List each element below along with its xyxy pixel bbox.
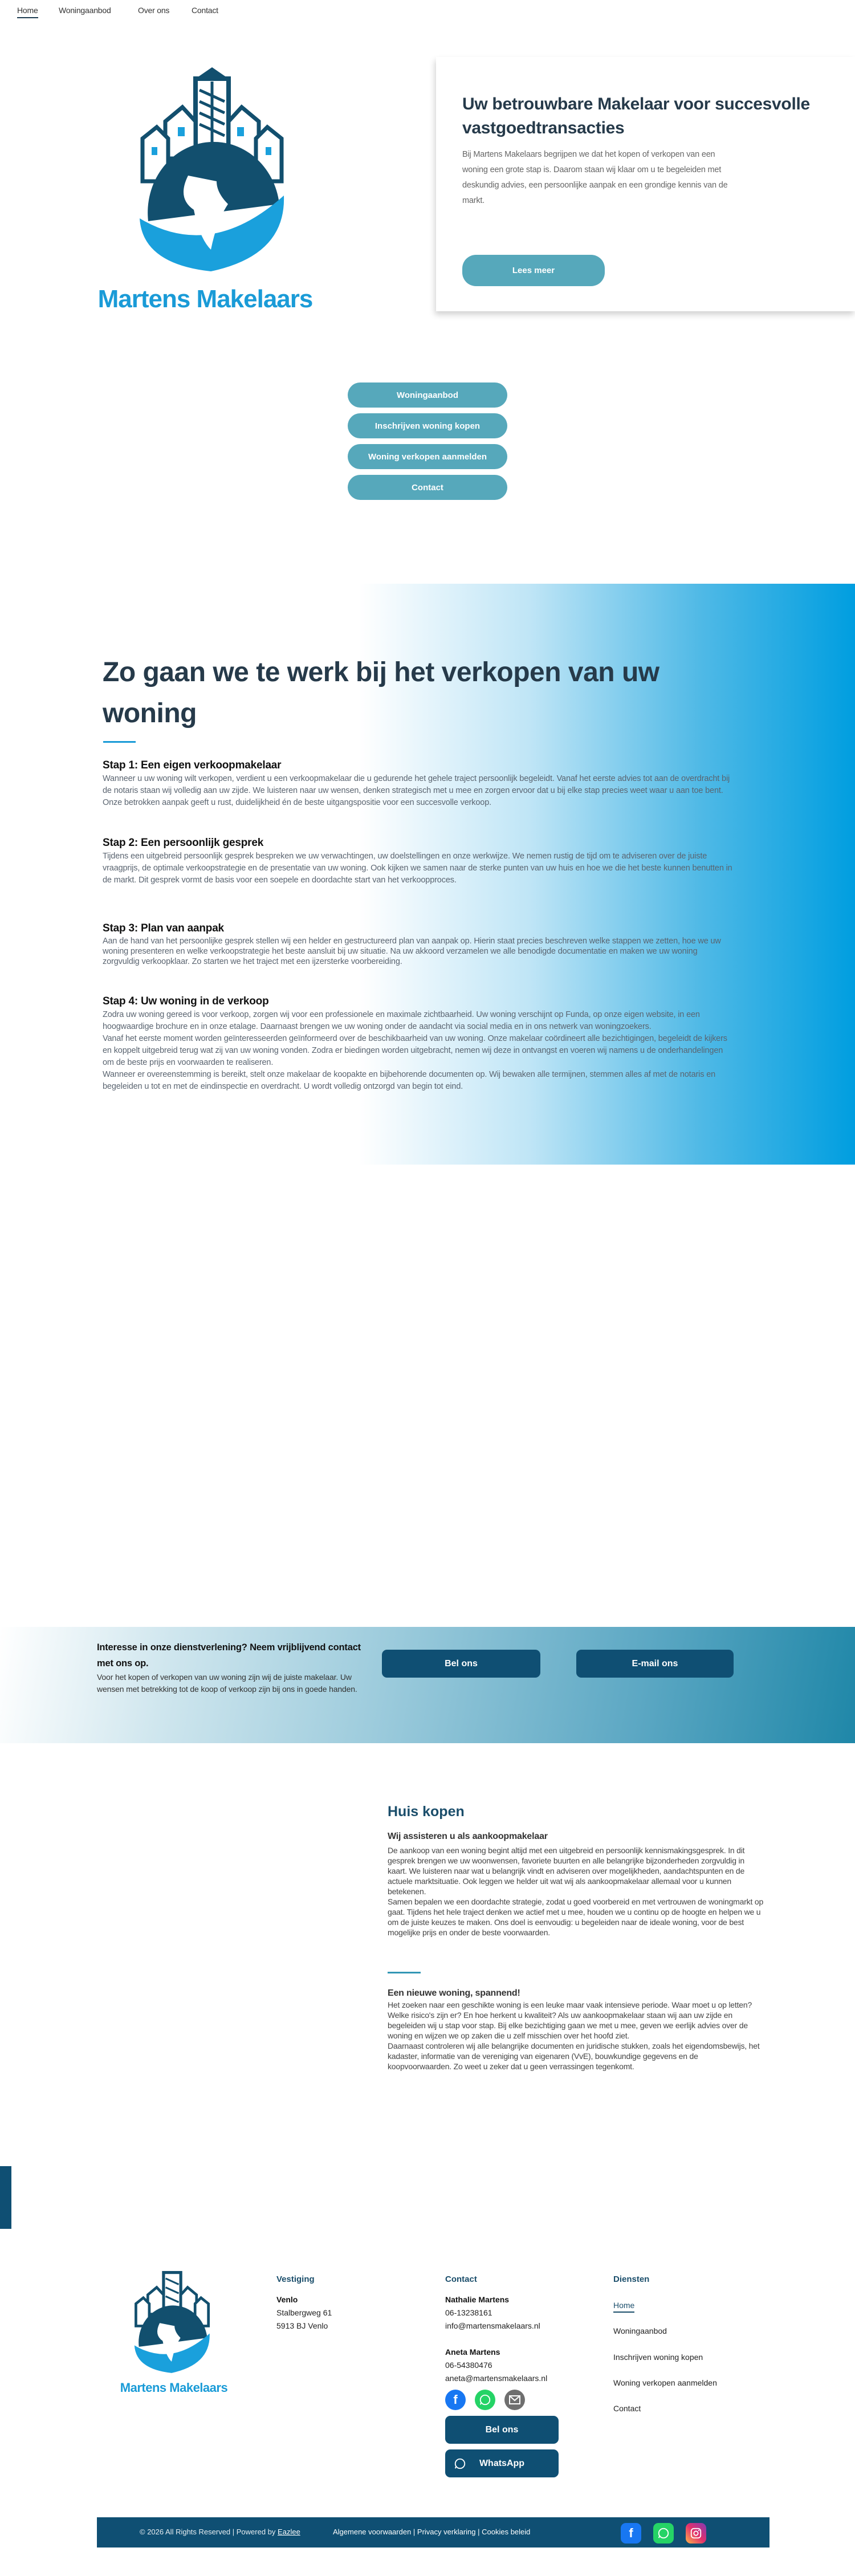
nav-home[interactable]: Home <box>17 6 38 18</box>
footer-call-button[interactable]: Bel ons <box>445 2416 559 2444</box>
buying-text: Daarnaast controleren wij alle belangrijke documenten en juridische stukken, zoals het eigendomsbewijs, het kadaster, informatie van de vereniging van eigenaren (VvE), bouwkundige gegevens en de koopvoorwaarden. Zo weet u zeker dat u geen verrassingen tegenkomt. <box>388 2041 760 2071</box>
copyright-text: © 2026 All Rights Reserved | Powered by <box>140 2528 276 2536</box>
contact-person <box>445 2346 547 2385</box>
brand-logo <box>131 67 291 272</box>
step-text: Tijdens een uitgebreid persoonlijk gesprek bespreken we uw verwachtingen, uw doelstellingen en onze werkwijze. We nemen rustig de tijd om te adviseren over de juiste vraagprijs, de optimale verkoopstrategie en de presentatie van uw woning. Ook kijken we samen naar de sterke punten van uw huis en hoe we die het beste kunnen benutten in de markt. Dit gesprek vormt de basis voor een soepele en doordachte start van het verkoopproces. <box>103 852 732 885</box>
step-4 <box>103 995 735 1093</box>
quick-link-verkopen-aanmelden[interactable]: Woning verkopen aanmelden <box>348 444 507 469</box>
eazlee-link[interactable]: Eazlee <box>278 2528 300 2536</box>
globe-houses-icon <box>131 67 291 272</box>
footer-link-home[interactable]: Home <box>613 2301 634 2313</box>
step-1 <box>103 759 735 809</box>
legal-links: Algemene voorwaarden | Privacy verklaring | Cookies beleid <box>333 2528 531 2536</box>
quick-link-woningaanbod[interactable]: Woningaanbod <box>348 382 507 408</box>
quick-link-contact[interactable]: Contact <box>348 475 507 500</box>
buying-subtitle: Wij assisteren u als aankoopmakelaar <box>388 1832 548 1841</box>
step-title: Stap 1: Een eigen verkoopmakelaar <box>103 759 282 771</box>
buying-subtitle: Een nieuwe woning, spannend! <box>388 1988 520 1998</box>
location-address <box>276 2293 332 2333</box>
terms-link[interactable]: Algemene voorwaarden <box>333 2528 412 2536</box>
contact-name: Nathalie Martens <box>445 2295 510 2304</box>
step-text: Zodra uw woning gereed is voor verkoop, zorgen wij voor een professionele en maximale zichtbaarheid. Uw woning verschijnt op Funda, op onze eigen website, in een hoogwaardige brochure en in onze etalage. Daarnaast brengen we uw woning onder de aandacht via social media en in ons netwerk van woningzoekers. <box>103 1010 700 1031</box>
step-text: Vanaf het eerste moment worden geïnteresseerden geïnformeerd over de beschikbaarheid van uw woning. Onze makelaar coördineert alle bezichtigingen, begeleidt de kijkers en koppelt uitgebreid terug wat zij van uw woning vonden. Zodra er biedingen worden uitgebracht, nemen wij deze in ontvangst en voeren wij namens u de onderhandelingen om de beste prijs en voorwaarden te realiseren. <box>103 1034 727 1067</box>
step-2 <box>103 837 735 886</box>
hero-card <box>436 57 855 311</box>
footer-logo <box>130 2266 213 2374</box>
contact-person <box>445 2293 540 2333</box>
process-title: Zo gaan we te werk bij het verkopen van uw woning <box>103 657 659 729</box>
whatsapp-icon[interactable] <box>653 2523 674 2544</box>
nav-contact[interactable]: Contact <box>192 6 218 15</box>
step-title: Stap 2: Een persoonlijk gesprek <box>103 837 264 849</box>
email-icon[interactable] <box>504 2390 525 2410</box>
read-more-button[interactable]: Lees meer <box>462 255 605 286</box>
buying-text: De aankoop van een woning begint altijd met een uitgebreid en persoonlijk kennismakingsgesprek. In dit gesprek brengen we uw woonwensen, favoriete buurten en alle belangrijke bijzonderheden zorgvuldig in kaart. We luisteren naar wat u belangrijk vindt en adviseren over mogelijkheden, aandachtspunten en de actuele marktsituatie. Ook leggen we helder uit wat wij als aankoopmakelaar allemaal voor u kunnen betekenen. <box>388 1846 745 1896</box>
step-text: Wanneer er overeenstemming is bereikt, stelt onze makelaar de koopakte en bijbehorende documenten op. Wij bewaken alle termijnen, stemmen alles af met de notaris en begeleiden u tot en met de eindinspectie en overdracht. U wordt volledig ontzorgd van begin tot eind. <box>103 1070 716 1091</box>
contact-cta-band <box>0 1627 855 1743</box>
footer-whatsapp-button[interactable] <box>445 2449 559 2477</box>
services-heading: Diensten <box>613 2274 650 2284</box>
nav-woningaanbod[interactable]: Woningaanbod <box>59 6 111 15</box>
contact-heading: Contact <box>445 2274 477 2284</box>
footer-link-inschrijven[interactable]: Inschrijven woning kopen <box>613 2353 703 2362</box>
hero-text: Bij Martens Makelaars begrijpen we dat het kopen of verkopen van een woning een grote stap is. Daarom staan wij klaar om u te begeleiden met deskundig advies, een persoonlijke aanpak en een grondige kennis van de markt. <box>462 150 728 205</box>
title-divider <box>103 741 136 743</box>
hero-title: Uw betrouwbare Makelaar voor succesvolle vastgoedtransacties <box>462 95 810 137</box>
buying-title: Huis kopen <box>388 1804 465 1820</box>
step-title: Stap 4: Uw woning in de verkoop <box>103 995 269 1007</box>
facebook-icon[interactable]: f <box>445 2390 466 2410</box>
contact-phone[interactable]: 06-54380476 <box>445 2361 492 2370</box>
step-title: Stap 3: Plan van aanpak <box>103 922 224 934</box>
buying-text: Samen bepalen we een doordachte strategie, zodat u goed voorbereid en met vertrouwen de woningmarkt op gaat. Tijdens het hele traject denken we actief met u mee, houden we u continu op de hoogte en helpen we u om de juiste keuzes te maken. Ons doel is eenvoudig: u begeleiden naar de ideale woning, voor de best mogelijke prijs en onder de beste voorwaarden. <box>388 1897 764 1937</box>
brand-name: Martens Makelaars <box>97 285 313 313</box>
buying-section[interactable] <box>388 1801 764 2110</box>
privacy-link[interactable]: Privacy verklaring <box>417 2528 476 2536</box>
globe-houses-icon <box>130 2266 213 2374</box>
footer-link-verkopen[interactable]: Woning verkopen aanmelden <box>613 2378 717 2387</box>
location-postal: 5913 BJ Venlo <box>276 2321 328 2330</box>
buying-text: Het zoeken naar een geschikte woning is een leuke maar vaak intensieve periode. Waar moet u op letten? Welke risico's zijn er? En hoe herkent u kwaliteit? Als uw aankoopmakelaar staan wij aan uw zijde en begeleiden wij u stap voor stap. Bij elke bezichtiging gaan we met u mee, geven we eerlijk advies over de woning en wijzen we op zaken die u zelf misschien over het hoofd ziet. <box>388 2000 752 2040</box>
location-city: Venlo <box>276 2295 298 2304</box>
quick-link-inschrijven[interactable]: Inschrijven woning kopen <box>348 413 507 438</box>
step-text: Wanneer u uw woning wilt verkopen, verdient u een verkoopmakelaar die u gedurende het gehele traject persoonlijk begeleidt. Vanaf het eerste advies tot aan de overdracht bij de notaris staan wij volledig aan uw zijde. We luisteren naar uw wensen, denken strategisch met u mee en zorgen ervoor dat u bij elke stap precies weet waar u aan toe bent. Onze betrokken aanpak geeft u rust, duidelijkheid én de beste uitgangspositie voor een succesvolle verkoop. <box>103 774 730 807</box>
cta-text: Voor het kopen of verkopen van uw woning zijn wij de juiste makelaar. Uw wensen met betrekking tot de koop of verkoop zijn bij ons in goede handen. <box>97 1672 357 1694</box>
step-text: Aan de hand van het persoonlijke gesprek stellen wij een helder en gestructureerd plan van aanpak op. Hierin staat precies beschreven welke stappen we zetten, hoe we uw woning presenteren en welke verkoopstrategie het beste aansluit bij uw situatie. Na uw akkoord verzamelen we alle benodigde documentatie en maken we uw woning zorgvuldig verkoopklaar. Zo starten we het traject met een ijzersterke voorbereiding. <box>103 937 721 966</box>
bottom-bar <box>97 2517 769 2547</box>
selling-process-section <box>0 584 855 1165</box>
whatsapp-icon[interactable] <box>475 2390 495 2410</box>
email-us-button[interactable]: E-mail ons <box>576 1650 734 1678</box>
facebook-icon[interactable]: f <box>621 2523 641 2544</box>
cookies-link[interactable]: Cookies beleid <box>482 2528 531 2536</box>
whatsapp-label: WhatsApp <box>479 2458 525 2468</box>
contact-phone[interactable]: 06-13238161 <box>445 2308 492 2317</box>
location-heading: Vestiging <box>276 2274 315 2284</box>
section-divider <box>388 1972 421 1973</box>
step-3 <box>103 922 735 967</box>
footer-link-contact[interactable]: Contact <box>613 2404 641 2413</box>
cta-title: Interesse in onze dienstverlening? Neem vrijblijvend contact met ons op. <box>97 1642 361 1669</box>
side-feedback-tab[interactable] <box>0 2166 11 2229</box>
instagram-icon[interactable] <box>686 2523 706 2544</box>
footer-brand-name: Martens Makelaars <box>120 2380 228 2395</box>
location-street: Stalbergweg 61 <box>276 2308 332 2317</box>
contact-email[interactable]: info@martensmakelaars.nl <box>445 2321 540 2330</box>
whatsapp-icon <box>454 2457 466 2470</box>
footer-link-woningaanbod[interactable]: Woningaanbod <box>613 2326 667 2335</box>
contact-name: Aneta Martens <box>445 2347 500 2357</box>
contact-email[interactable]: aneta@martensmakelaars.nl <box>445 2374 548 2383</box>
copyright <box>140 2528 300 2536</box>
nav-over-ons[interactable]: Over ons <box>138 6 170 15</box>
call-us-button[interactable]: Bel ons <box>382 1650 540 1678</box>
